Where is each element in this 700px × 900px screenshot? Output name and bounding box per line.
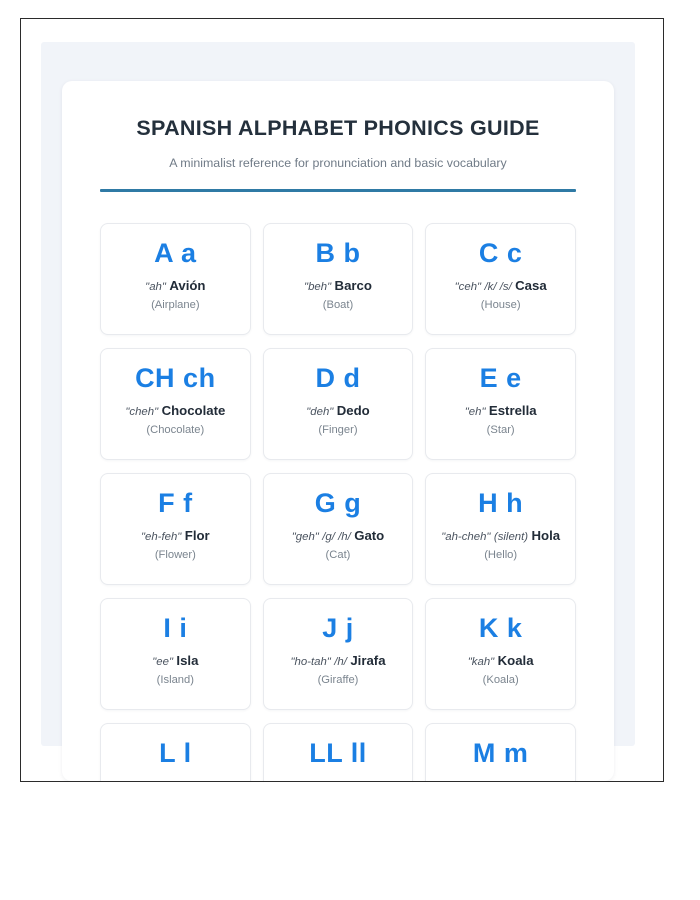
letter-glyphs: C c [478,237,523,268]
letter-card[interactable] [425,723,576,782]
letter-card-grid [100,223,576,782]
letter-glyphs: LL ll [309,737,367,768]
letter-card[interactable] [425,473,576,585]
header-divider [100,189,576,192]
guide-content-card [62,81,614,781]
example-word: Avión [169,277,206,293]
letter-card[interactable] [100,473,251,585]
example-word: Gato [354,527,385,543]
letter-card[interactable] [425,223,576,335]
example-word: Chocolate [161,402,226,418]
page-title: SPANISH ALPHABET PHONICS GUIDE [136,116,540,140]
example-word: Jirafa [350,652,386,668]
page-subtitle: A minimalist reference for pronunciation and basic vocabulary [169,155,507,170]
letter-glyphs: L l [159,737,192,768]
ipa-sounds: /k/ /s/ [484,280,512,293]
letter-glyphs: B b [315,237,361,268]
letter-card[interactable] [263,723,414,782]
phonetic-spelling: "eh-feh" [140,530,182,543]
letter-pronunciation-line [465,402,537,421]
letter-pronunciation-line [468,652,534,671]
letter-glyphs: M m [472,737,529,768]
letter-card[interactable] [263,223,414,335]
phonetic-spelling: "eh" [464,405,486,418]
letter-card[interactable] [100,598,251,710]
english-translation: (Finger) [318,424,358,437]
phonetic-spelling: "ah" [145,280,166,293]
letter-pronunciation-line [455,277,547,296]
browser-viewport-frame [20,18,664,782]
example-word: Hola [531,527,561,543]
phonetic-spelling: "ceh" [454,280,482,293]
english-translation: (Boat) [322,299,354,312]
letter-glyphs: J j [322,612,354,643]
letter-card[interactable] [263,348,414,460]
ipa-sounds: /h/ [334,655,347,668]
english-translation: (Flower) [154,549,196,562]
phonetic-spelling: "ho-tah" [290,655,331,668]
letter-pronunciation-line [441,527,560,546]
letter-pronunciation-line [290,652,385,671]
letter-card[interactable] [100,723,251,782]
letter-pronunciation-line [304,277,372,296]
letter-glyphs: H h [478,487,524,518]
example-word: Isla [176,652,199,668]
english-translation: (Airplane) [151,299,200,312]
example-word: Estrella [488,402,537,418]
letter-pronunciation-line [141,527,210,546]
letter-glyphs: E e [479,362,522,393]
example-word: Barco [334,277,372,293]
letter-card[interactable] [263,598,414,710]
letter-card[interactable] [425,348,576,460]
letter-glyphs: F f [158,487,193,518]
letter-card[interactable] [100,348,251,460]
example-word: Casa [515,277,547,293]
letter-glyphs: CH ch [135,362,216,393]
english-translation: (Giraffe) [317,674,359,687]
english-translation: (House) [480,299,521,312]
phonetic-spelling: "ee" [152,655,173,668]
letter-glyphs: D d [315,362,361,393]
ipa-sounds: /g/ /h/ [322,530,351,543]
letter-card[interactable] [100,223,251,335]
english-translation: (Island) [156,674,194,687]
example-word: Dedo [336,402,370,418]
english-translation: (Koala) [482,674,519,687]
example-word: Koala [497,652,534,668]
letter-pronunciation-line [306,402,369,421]
english-translation: (Star) [486,424,515,437]
letter-card[interactable] [263,473,414,585]
letter-glyphs: K k [478,612,523,643]
letter-pronunciation-line [292,527,384,546]
english-translation: (Hello) [484,549,518,562]
phonetic-spelling: "ah-cheh" [441,530,491,543]
letter-glyphs: G g [314,487,362,518]
letter-card[interactable] [425,598,576,710]
phonetic-spelling: "geh" [291,530,319,543]
phonetic-spelling: "deh" [306,405,334,418]
ipa-sounds: (silent) [493,530,529,543]
letter-pronunciation-line [152,652,198,671]
letter-glyphs: I i [163,612,188,643]
english-translation: (Cat) [325,549,351,562]
phonetic-spelling: "kah" [467,655,495,668]
english-translation: (Chocolate) [146,424,205,437]
phonetic-spelling: "beh" [304,280,332,293]
letter-pronunciation-line [125,402,225,421]
letter-pronunciation-line [145,277,205,296]
letter-glyphs: A a [154,237,197,268]
phonetic-spelling: "cheh" [125,405,159,418]
example-word: Flor [184,527,210,543]
